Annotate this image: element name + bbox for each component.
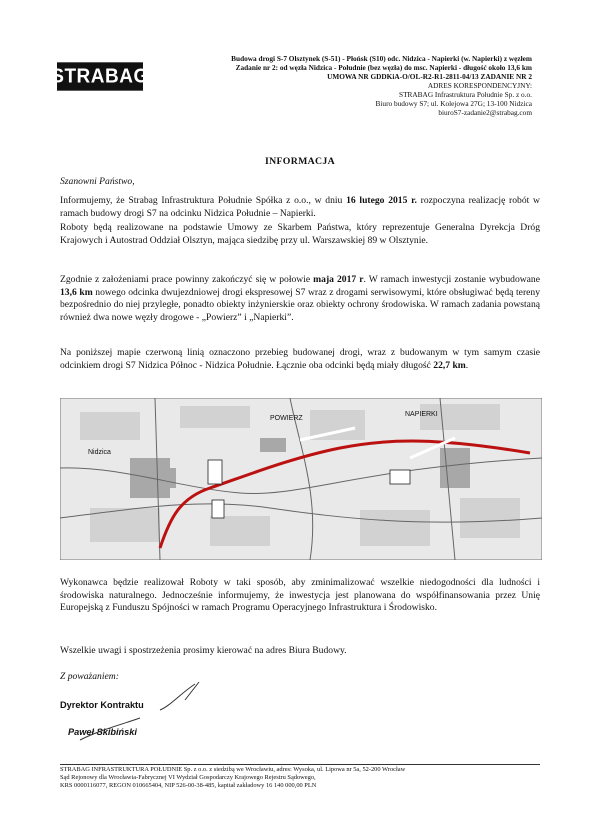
footer-registry: KRS 0000116077, REGON 010665404, NIP 526-00-38-485, kapitał zakładowy 16 140 000,00 PLN xyxy=(60,782,317,789)
document-title: INFORMACJA xyxy=(265,156,335,167)
handwritten-signature xyxy=(60,670,240,760)
footer-court: Sąd Rejonowy dla Wrocławia-Fabrycznej VI Wydział Gospodarczy Krajowego Rejestru Sądowego, xyxy=(60,774,316,781)
label-powierz: POWIERZ xyxy=(270,415,303,422)
signatory-role: Dyrektor Kontraktu xyxy=(60,700,144,710)
strabag-logo: STRABAG xyxy=(57,62,143,90)
contact-email: biuroS7-zadanie2@strabag.com xyxy=(438,108,532,117)
paragraph-contract-basis: Roboty będą realizowane na podstawie Umowy ze Skarbem Państwa, który reprezentuje Generalna Dyrekcja Dróg Krajowych i Autostrad Oddział Olsztyn, mająca siedzibę przy ul. Warszawskiej 89 w Olsztynie. xyxy=(60,222,540,246)
project-title: Budowa drogi S-7 Olsztynek (S-51) - Płońsk (S10) odc. Nidzica - Napierki (w. Napierki) z węzłem xyxy=(231,54,532,63)
paragraph-scope: Zgodnie z założeniami prace powinny zakończyć się w połowie maja 2017 r. W ramach inwestycji zostanie wybudowane 13,6 km nowego odcinka dwujezdniowej drogi ekspresowej S7 wraz z drogami serwisowymi, które obsługiwać będą tereny bezpośrednio do niej przyległe, ponadto obiekty inżynierskie oraz obiekty ochrony środowiska. W ramach zadania powstaną również dwa nowe węzły drogowe - „Powierz” i „Napierki”. xyxy=(60,274,540,323)
footer-divider xyxy=(60,764,540,765)
total-length: 22,7 km xyxy=(433,359,466,371)
contract-number: UMOWA NR GDDKiA-O/OL-R2-R1-2811-04/13 ZADANIE NR 2 xyxy=(327,72,532,81)
paragraph-start-date: Informujemy, że Strabag Infrastruktura Południe Spółka z o.o., w dniu 16 lutego 2015 r. rozpoczyna realizację robót w ramach budowy drogi S7 na odcinku Nidzica Południe – Napierki. xyxy=(60,195,540,219)
paragraph-contact: Wszelkie uwagi i spostrzeżenia prosimy kierować na adres Biura Budowy. xyxy=(60,645,347,656)
start-date: 16 lutego 2015 r. xyxy=(346,195,417,206)
completion-date: maja 2017 r xyxy=(313,274,364,285)
address-heading: ADRES KORESPONDENCYJNY: xyxy=(427,81,532,90)
office-address: Biuro budowy S7; ul. Kolejowa 27G; 13-100 Nidzica xyxy=(375,99,532,108)
paragraph-contractor-commitment: Wykonawca będzie realizował Roboty w taki sposób, aby zminimalizować wszelkie niedogodności dla ludności i środowiska naturalnego. Jednocześnie informujemy, że inwestycja jest planowana do współfinansowania przez Unię Europejską z Funduszu Spójności w ramach Programu Operacyjnego Infrastruktura i Środowisko. xyxy=(60,577,540,614)
label-nidzica: Nidzica xyxy=(88,449,111,456)
route-map xyxy=(60,398,542,560)
signatory-name: Paweł Skibiński xyxy=(68,727,137,737)
paragraph-map-description: Na poniższej mapie czerwoną linią oznaczono przebieg budowanej drogi, wraz z budowanym w tym samym czasie odcinkiem drogi S7 Nidzica Północ - Nidzica Południe. Łącznie oba odcinki będą miały długość 22,7 km. xyxy=(60,347,540,371)
road-length: 13,6 km xyxy=(60,286,93,298)
company-name: STRABAG Infrastruktura Południe Sp. z o.o. xyxy=(399,90,532,99)
regards: Z poważaniem: xyxy=(60,671,119,682)
footer-company: STRABAG INFRASTRUKTURA POŁUDNIE Sp. z o.o. z siedzibą we Wrocławiu, adres: Wysoka, ul. Lipowa nr 5a, 52-200 Wrocław xyxy=(60,766,406,773)
task-description: Zadanie nr 2: od węzła Nidzica - Południe (bez węzła) do msc. Napierki - długość około 13,6 km xyxy=(235,63,532,72)
label-napierki: NAPIERKI xyxy=(405,411,438,418)
salutation: Szanowni Państwo, xyxy=(60,176,135,187)
